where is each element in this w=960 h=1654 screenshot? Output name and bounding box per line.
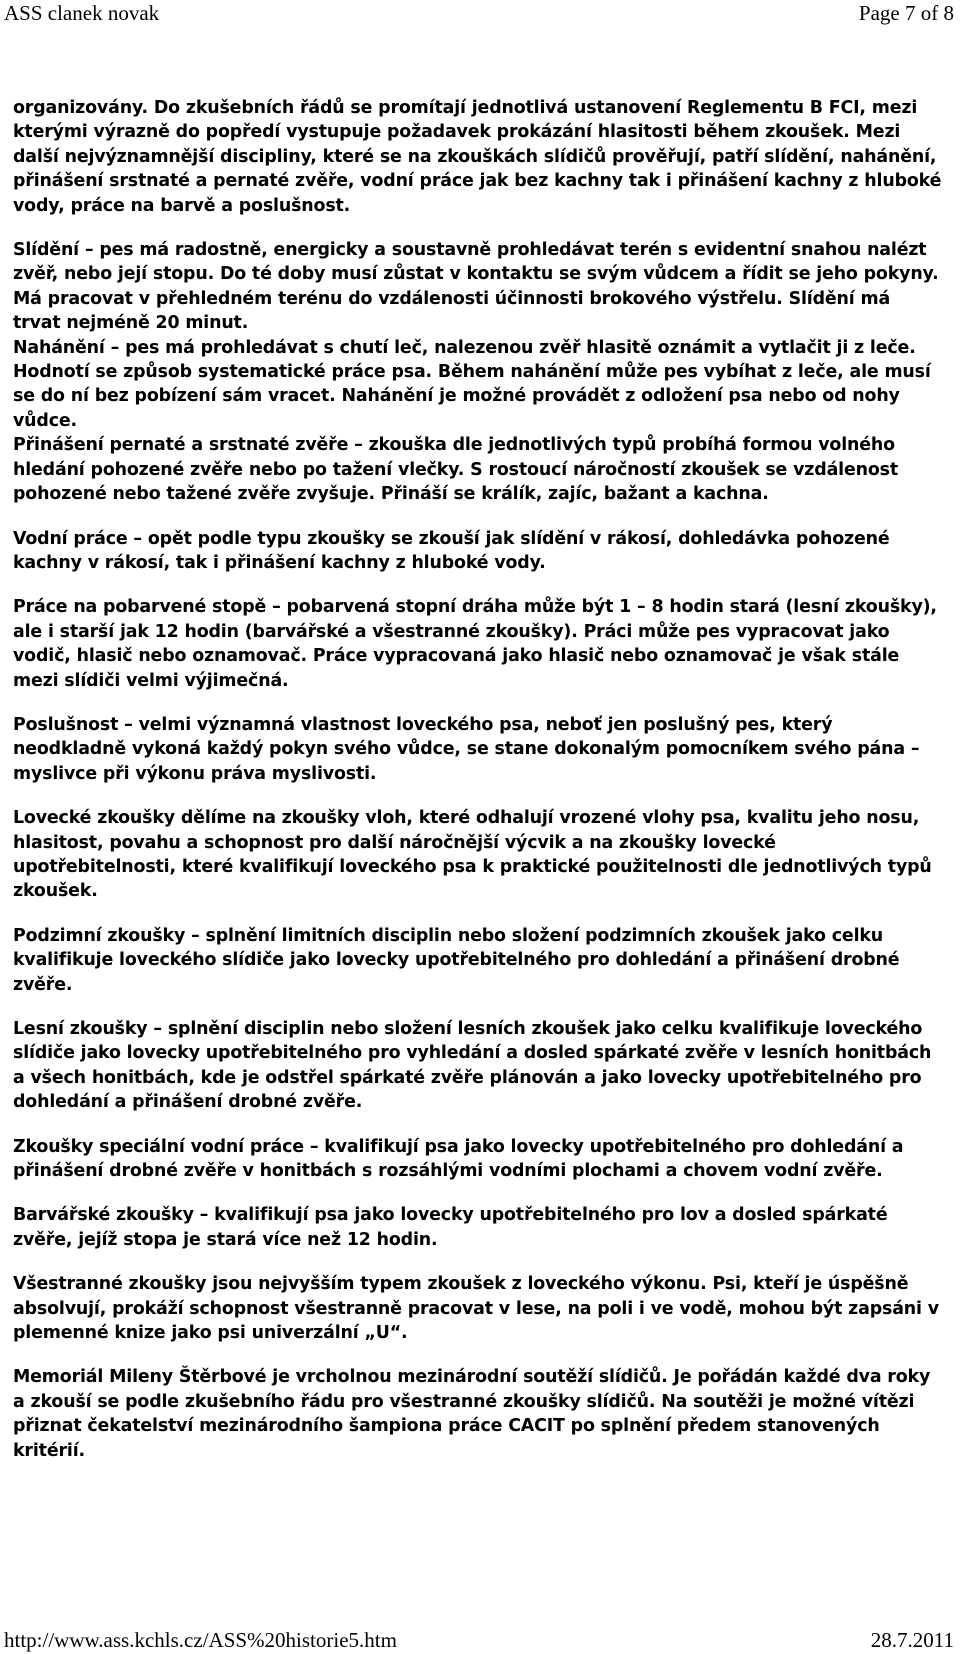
- paragraph: Přinášení pernaté a srstnaté zvěře – zkouška dle jednotlivých typů probíhá formou volného hledání pohozené zvěře nebo po tažení vlečky. S rostoucí náročností zkoušek se vzdálenost pohozené nebo tažené zvěře zvyšuje. Přináší se králík, zajíc, bažant a kachna.: [13, 435, 899, 505]
- paragraph: Lovecké zkoušky dělíme na zkoušky vloh, které odhalují vrozené vlohy psa, kvalitu jeho nosu, hlasitost, povahu a schopnost pro další náročnější výcvik a na zkoušky lovecké upotřebitelnosti, které kvalifikují loveckého psa k praktické použitelnosti dle jednotlivých typů zkoušek.: [13, 808, 932, 902]
- document-title: ASS clanek novak: [4, 1, 160, 25]
- paragraph: Podzimní zkoušky – splnění limitních disciplin nebo složení podzimních zkoušek jako celku kvalifikuje loveckého slídiče jako lovecky upotřebitelného pro dohledání a přinášení drobné zvěře.: [13, 925, 900, 995]
- paragraph: Barvářské zkoušky – kvalifikují psa jako lovecky upotřebitelného pro lov a dosled spárkaté zvěře, jejíž stopa je stará více než 12 hodin.: [13, 1205, 888, 1250]
- paragraph: Práce na pobarvené stopě – pobarvená stopní dráha může být 1 – 8 hodin stará (lesní zkoušky), ale i starší jak 12 hodin (barvářské a všestranné zkoušky). Práci může pes vypracovat jako vodič, hlasič nebo oznamovač. Práce vypracovaná jako hlasič nebo oznamovač je však stále mezi slídiči velmi výjimečná.: [13, 597, 937, 691]
- article-body: [13, 96, 943, 1463]
- page-number: Page 7 of 8: [858, 1, 954, 25]
- page-footer: [0, 1624, 960, 1654]
- footer-date: 28.7.2011: [870, 1628, 954, 1652]
- paragraph: Memoriál Mileny Štěrbové je vrcholnou mezinárodní soutěží slídičů. Je pořádán každé dva roky a zkouší se podle zkušebního řádu pro všestranné zkoušky slídičů. Na soutěži je možné vítězi přiznat čekatelství mezinárodního šampiona práce CACIT po splnění předem stanovených kritérií.: [13, 1367, 931, 1461]
- paragraph: Všestranné zkoušky jsou nejvyšším typem zkoušek z loveckého výkonu. Psi, kteří je úspěšně absolvují, prokáží schopnost všestranně pracovat v lese, na poli i ve vodě, mohou být zapsáni v plemenné knize jako psi univerzální „U“.: [13, 1274, 939, 1344]
- paragraph: Lesní zkoušky – splnění disciplin nebo složení lesních zkoušek jako celku kvalifikuje loveckého slídiče jako lovecky upotřebitelného pro vyhledání a dosled spárkaté zvěře v lesních honitbách a všech honitbách, kde je odstřel spárkaté zvěře plánován a jako lovecky upotřebitelného pro dohledání a přinášení drobné zvěře.: [13, 1019, 932, 1113]
- paragraph: Nahánění – pes má prohledávat s chutí leč, nalezenou zvěř hlasitě oznámit a vytlačit ji z leče. Hodnotí se způsob systematické práce psa. Během nahánění může pes vybíhat z leče, ale musí se do ní bez pobízení sám vracet. Nahánění je možné provádět z odložení psa nebo od nohy vůdce.: [13, 337, 931, 431]
- paragraph: Vodní práce – opět podle typu zkoušky se zkouší jak slídění v rákosí, dohledávka pohozené kachny v rákosí, tak i přinášení kachny z hluboké vody.: [13, 528, 890, 573]
- paragraph: Slídění – pes má radostně, energicky a soustavně prohledávat terén s evidentní snahou nalézt zvěř, nebo její stopu. Do té doby musí zůstat v kontaktu se svým vůdcem a řídit se jeho pokyny. Má pracovat v přehledném terénu do vzdálenosti účinnosti brokového výstřelu. Slídění má trvat nejméně 20 minut.: [13, 240, 939, 334]
- paragraph: Zkoušky speciální vodní práce – kvalifikují psa jako lovecky upotřebitelného pro dohledání a přinášení drobné zvěře v honitbách s rozsáhlými vodními plochami a chovem vodní zvěře.: [13, 1136, 904, 1182]
- paragraph: organizovány. Do zkušebních řádů se promítají jednotlivá ustanovení Reglementu B FCI, mezi kterými výrazně do popředí vystupuje požadavek prokázání hlasitosti během zkoušek. Mezi další nejvýznamnější discipliny, které se na zkouškách slídičů prověřují, patří slídění, nahánění, přinášení srstnaté a pernaté zvěře, vodní práce jak bez kachny tak i přinášení kachny z hluboké vody, práce na barvě a poslušnost.: [13, 98, 942, 216]
- footer-url: http://www.ass.kchls.cz/ASS%20historie5.htm: [4, 1628, 397, 1652]
- paragraph: Poslušnost – velmi významná vlastnost loveckého psa, neboť jen poslušný pes, který neodkladně vykoná každý pokyn svého vůdce, se stane dokonalým pomocníkem svého pána – myslivce při výkonu práva myslivosti.: [13, 714, 920, 784]
- page-header: [0, 0, 960, 34]
